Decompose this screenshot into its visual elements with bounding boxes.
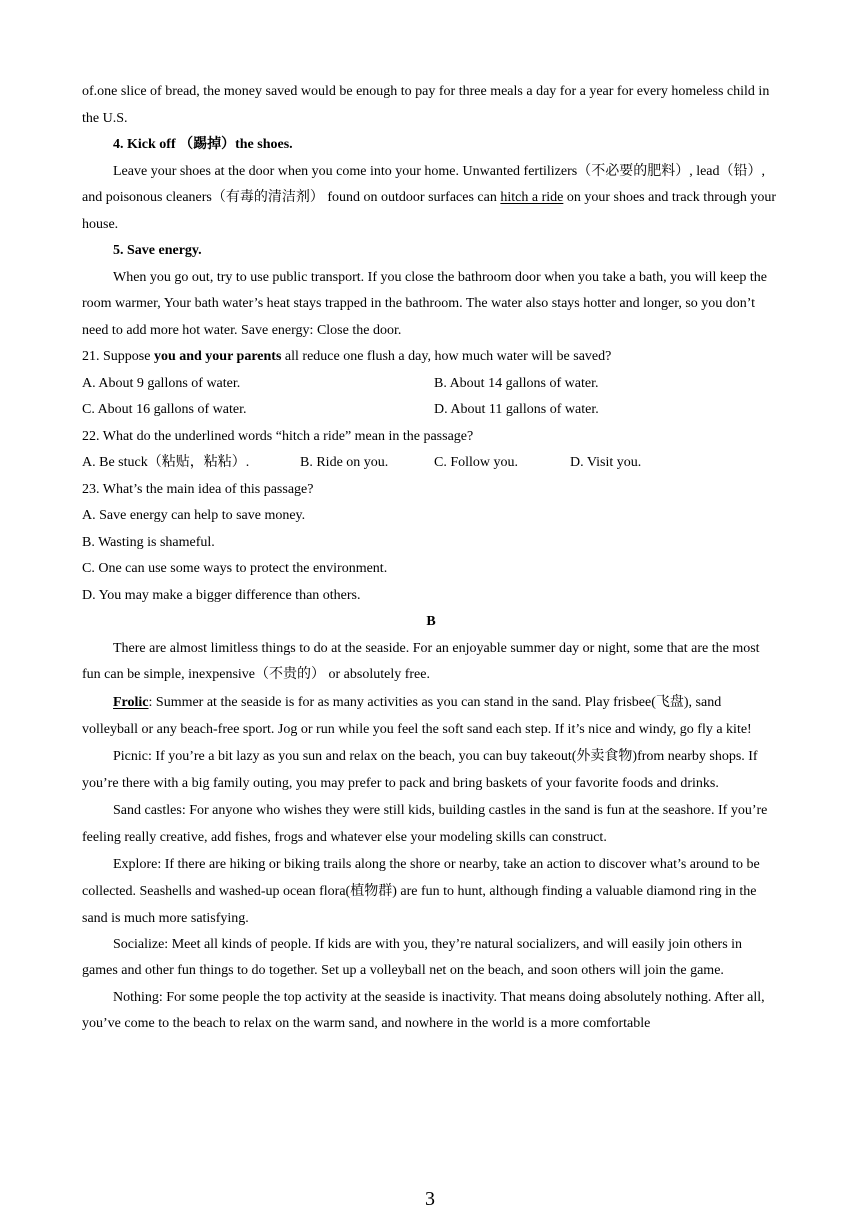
tip-5-paragraph: When you go out, try to use public transport. If you close the bathroom door when you take a bath, you will keep the room warmer, Your bath water’s heat stays trapped in the bathroom. The water also stays hotter and longer, so you don’t need to add more hot water. Save energy: Close the door. [82, 269, 767, 338]
tip-4-text-after: on your shoes and track through your house. [82, 190, 777, 232]
q21-text-after: all reduce one flush a day, how much water will be saved? [281, 349, 612, 364]
passage-b-socialize: Socialize: Meet all kinds of people. If kids are with you, they’re natural socializers, and will easily join others in games and other fun things to do together. Set up a volleyball net on the beach, and soon others will join the game. [82, 936, 743, 978]
q22-option-b: B. Ride on you. [300, 455, 389, 470]
q22-option-d: D. Visit you. [570, 455, 642, 470]
frolic-word: Frolic [113, 694, 149, 710]
question-21 [82, 344, 780, 371]
page-content [82, 79, 780, 1038]
passage-b-nothing: Nothing: For some people the top activity at the seaside is inactivity. That means doing absolutely nothing. After all, you’ve come to the beach to relax on the warm sand, and nowhere in the world is a more comfortable [82, 989, 765, 1031]
passage-b-explore: Explore: If there are hiking or biking trails along the shore or nearby, take an action to discover what’s around to be collected. Seashells and washed-up ocean flora(植物群) are fun to hunt, although finding a valuable diamond ring in the sand is much more satisfying. [82, 856, 760, 926]
q23-option-a: A. Save energy can help to save money. [82, 508, 306, 523]
page-number: 3 [425, 1188, 435, 1210]
passage-b-intro: There are almost limitless things to do at the seaside. For an enjoyable summer day or night, some that are the most fun can be simple, inexpensive（不贵的） or absolutely free. [82, 640, 760, 682]
hitch-a-ride-underlined: hitch a ride [500, 190, 564, 205]
tip-4-text-before: Leave your shoes at the door when you come into your home. Unwanted fertilizers（不必要的肥料）, lead（铅）, and poisonous cleaners（有毒的清洁剂） found on outdoor surfaces can [82, 163, 766, 205]
tip-5-heading: 5. Save energy. [113, 243, 202, 258]
q21-text-before: 21. Suppose [82, 349, 154, 364]
q21-option-c: C. About 16 gallons of water. [82, 402, 247, 417]
q21-option-d: D. About 11 gallons of water. [434, 402, 599, 417]
tip-4-paragraph [82, 159, 780, 239]
q21-options-row-2 [82, 397, 780, 424]
passage-b-sand-castles: Sand castles: For anyone who wishes they were still kids, building castles in the sand is fun at the seashore. If you’re feeling really creative, add fishes, frogs and whatever else your modeling skills can construct. [82, 802, 768, 845]
passage-b-picnic: Picnic: If you’re a bit lazy as you sun and relax on the beach, you can buy takeout(外卖食物)from nearby shops. If you’re there with a big family outing, you may prefer to pack and bring baskets of your favorite foods and drinks. [82, 748, 758, 791]
passage-b-frolic [82, 689, 780, 743]
q21-options-row-1 [82, 371, 780, 398]
tip-4-heading: 4. Kick off （踢掉）the shoes. [113, 137, 293, 152]
q23-option-b: B. Wasting is shameful. [82, 534, 215, 550]
q21-bold-text: you and your parents [153, 349, 282, 364]
q22-options-row [82, 450, 780, 477]
question-23: 23. What’s the main idea of this passage? [82, 481, 314, 497]
q22-option-c: C. Follow you. [434, 455, 519, 470]
q21-option-b: B. About 14 gallons of water. [434, 375, 599, 391]
q23-option-d: D. You may make a bigger difference than others. [82, 587, 361, 603]
passage-b-label: B [426, 614, 436, 629]
q21-option-a: A. About 9 gallons of water. [82, 375, 241, 391]
frolic-text: : Summer at the seaside is for as many activities as you can stand in the sand. Play frisbee(飞盘), sand volleyball or any beach-free sport. Jog or run while you feel the soft sand each step. If it’s nice and windy, go fly a kite! [82, 694, 752, 737]
question-22: 22. What do the underlined words “hitch a ride” mean in the passage? [82, 428, 474, 444]
q23-option-c: C. One can use some ways to protect the environment. [82, 561, 388, 576]
q22-option-a: A. Be stuck（粘贴，粘粘）. [82, 455, 250, 470]
passage-a-continuation: of.one slice of bread, the money saved would be enough to pay for three meals a day for a year for every homeless child in the U.S. [82, 84, 770, 126]
